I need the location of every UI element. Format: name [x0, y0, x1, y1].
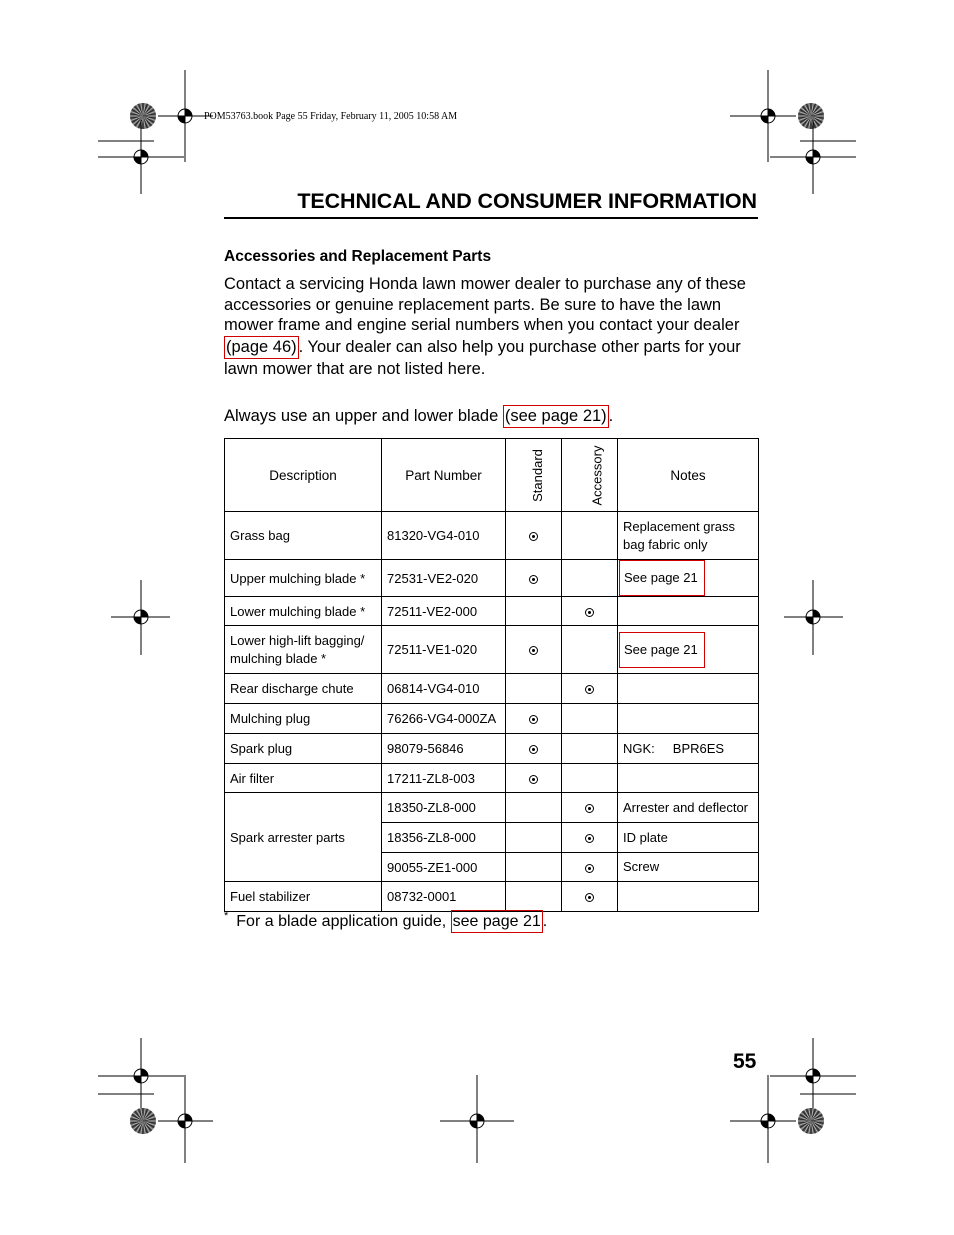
- table-row: [225, 626, 759, 674]
- footnote-text: For a blade application guide,: [236, 913, 451, 930]
- standard-cell: [506, 597, 562, 626]
- table-row: [225, 674, 759, 704]
- standard-cell: [506, 512, 562, 560]
- starburst-mark-icon: [130, 1108, 156, 1134]
- crosshair-mark-icon: [730, 1075, 796, 1163]
- accessory-cell: [562, 734, 618, 764]
- notes-cell: Screw: [618, 853, 759, 882]
- description-cell: Upper mulching blade *: [225, 560, 382, 597]
- table-row: [225, 734, 759, 764]
- footnote-asterisk: *: [224, 910, 229, 922]
- part-number-cell: 06814-VG4-010: [382, 674, 506, 704]
- crosshair-mark-icon: [98, 1038, 184, 1112]
- column-header-description: Description: [225, 439, 382, 512]
- spark-plug-model: BPR6ES: [672, 740, 725, 756]
- blade-note-end: .: [608, 407, 614, 425]
- see-page-21-link[interactable]: (see page 21): [503, 405, 609, 428]
- book-file-line: POM53763.book Page 55 Friday, February 11, 2005 10:58 AM: [204, 111, 458, 122]
- column-header-standard: [506, 439, 562, 512]
- blade-note: [224, 405, 613, 428]
- notes-cell: ID plate: [618, 823, 759, 853]
- standard-cell: [506, 823, 562, 853]
- standard-cell: [506, 674, 562, 704]
- intro-text-start: Contact a servicing Honda lawn mower dealer to purchase any of these accessories or genuine replacement parts. Be sure to have the lawn mower frame and engine serial numbers when you contact your dealer: [224, 275, 746, 335]
- column-header-part-number: Part Number: [382, 439, 506, 512]
- standard-mark-icon: [529, 532, 538, 541]
- description-cell: Lower high-lift bagging/ mulching blade *: [225, 626, 382, 674]
- table-header-row: [225, 439, 759, 512]
- standard-cell: [506, 882, 562, 912]
- part-number-cell: 18356-ZL8-000: [382, 823, 506, 853]
- footnote: [224, 910, 547, 933]
- crosshair-mark-icon: [730, 70, 796, 162]
- standard-mark-icon: [529, 745, 538, 754]
- crosshair-mark-icon: [784, 580, 843, 655]
- crosshair-mark-icon: [440, 1075, 514, 1163]
- see-page-21-link[interactable]: See page 21: [619, 560, 705, 596]
- crosshair-mark-icon: [770, 1038, 856, 1112]
- intro-paragraph: [224, 274, 764, 379]
- part-number-cell: 90055-ZE1-000: [382, 853, 506, 882]
- table-row: [225, 882, 759, 912]
- table-row: [225, 793, 759, 823]
- crosshair-mark-icon: [98, 120, 184, 194]
- crosshair-mark-icon: [770, 120, 856, 194]
- accessory-mark-icon: [585, 608, 594, 617]
- spark-plug-brand: NGK:: [623, 740, 655, 756]
- standard-mark-icon: [529, 775, 538, 784]
- description-cell: Spark plug: [225, 734, 382, 764]
- accessory-cell: [562, 674, 618, 704]
- accessory-cell: [562, 626, 618, 674]
- description-cell: Air filter: [225, 764, 382, 793]
- footnote-end: .: [542, 913, 548, 930]
- notes-cell: Replacement grass bag fabric only: [618, 512, 759, 560]
- description-cell: Rear discharge chute: [225, 674, 382, 704]
- crosshair-mark-icon: [111, 580, 170, 655]
- accessory-cell: [562, 882, 618, 912]
- part-number-cell: 72531-VE2-020: [382, 560, 506, 597]
- notes-cell: [618, 764, 759, 793]
- part-number-cell: 76266-VG4-000ZA: [382, 704, 506, 734]
- part-number-cell: 08732-0001: [382, 882, 506, 912]
- part-number-cell: 81320-VG4-010: [382, 512, 506, 560]
- page-number: 55: [733, 1050, 757, 1073]
- part-number-cell: 18350-ZL8-000: [382, 793, 506, 823]
- table-row: [225, 764, 759, 793]
- standard-cell: [506, 734, 562, 764]
- part-number-cell: 17211-ZL8-003: [382, 764, 506, 793]
- column-header-notes: Notes: [618, 439, 759, 512]
- accessory-mark-icon: [585, 804, 594, 813]
- part-number-cell: 72511-VE2-000: [382, 597, 506, 626]
- standard-mark-icon: [529, 575, 538, 584]
- see-page-21-link[interactable]: see page 21: [451, 910, 543, 933]
- notes-cell: [618, 704, 759, 734]
- notes-cell: Arrester and deflector: [618, 793, 759, 823]
- description-cell: Grass bag: [225, 512, 382, 560]
- description-cell: Spark arrester parts: [225, 793, 382, 882]
- intro-text-end: . Your dealer can also help you purchase other parts for your lawn mower that are not listed here.: [224, 337, 741, 378]
- starburst-mark-icon: [798, 103, 824, 129]
- starburst-mark-icon: [130, 103, 156, 129]
- accessory-cell: [562, 560, 618, 597]
- page-title: TECHNICAL AND CONSUMER INFORMATION: [297, 189, 757, 213]
- standard-header-label: Standard: [529, 448, 545, 502]
- standard-cell: [506, 764, 562, 793]
- accessory-mark-icon: [585, 893, 594, 902]
- notes-cell: [618, 560, 759, 597]
- notes-cell: [618, 626, 759, 674]
- notes-cell: [618, 734, 759, 764]
- notes-cell: [618, 882, 759, 912]
- notes-cell: [618, 674, 759, 704]
- description-cell: Fuel stabilizer: [225, 882, 382, 912]
- parts-table: [224, 438, 759, 912]
- standard-cell: [506, 560, 562, 597]
- accessory-cell: [562, 793, 618, 823]
- accessory-cell: [562, 512, 618, 560]
- standard-mark-icon: [529, 646, 538, 655]
- accessory-cell: [562, 823, 618, 853]
- accessory-mark-icon: [585, 864, 594, 873]
- description-cell: Mulching plug: [225, 704, 382, 734]
- table-row: [225, 512, 759, 560]
- notes-cell: [618, 597, 759, 626]
- title-rule: [224, 217, 758, 219]
- standard-cell: [506, 626, 562, 674]
- table-row: [225, 597, 759, 626]
- standard-cell: [506, 704, 562, 734]
- accessory-mark-icon: [585, 834, 594, 843]
- standard-cell: [506, 793, 562, 823]
- section-heading: Accessories and Replacement Parts: [224, 248, 492, 265]
- description-cell: Lower mulching blade *: [225, 597, 382, 626]
- blade-note-text: Always use an upper and lower blade: [224, 407, 503, 425]
- part-number-cell: 98079-56846: [382, 734, 506, 764]
- accessory-mark-icon: [585, 685, 594, 694]
- crosshair-mark-icon: [158, 1075, 213, 1163]
- accessory-cell: [562, 704, 618, 734]
- see-page-21-link[interactable]: See page 21: [619, 632, 705, 668]
- accessory-cell: [562, 597, 618, 626]
- standard-mark-icon: [529, 715, 538, 724]
- column-header-accessory: [562, 439, 618, 512]
- part-number-cell: 72511-VE1-020: [382, 626, 506, 674]
- accessory-header-label: Accessory: [589, 445, 605, 505]
- page-46-link[interactable]: (page 46): [224, 336, 299, 359]
- table-row: [225, 704, 759, 734]
- accessory-cell: [562, 764, 618, 793]
- standard-cell: [506, 853, 562, 882]
- starburst-mark-icon: [798, 1108, 824, 1134]
- table-row: [225, 560, 759, 597]
- accessory-cell: [562, 853, 618, 882]
